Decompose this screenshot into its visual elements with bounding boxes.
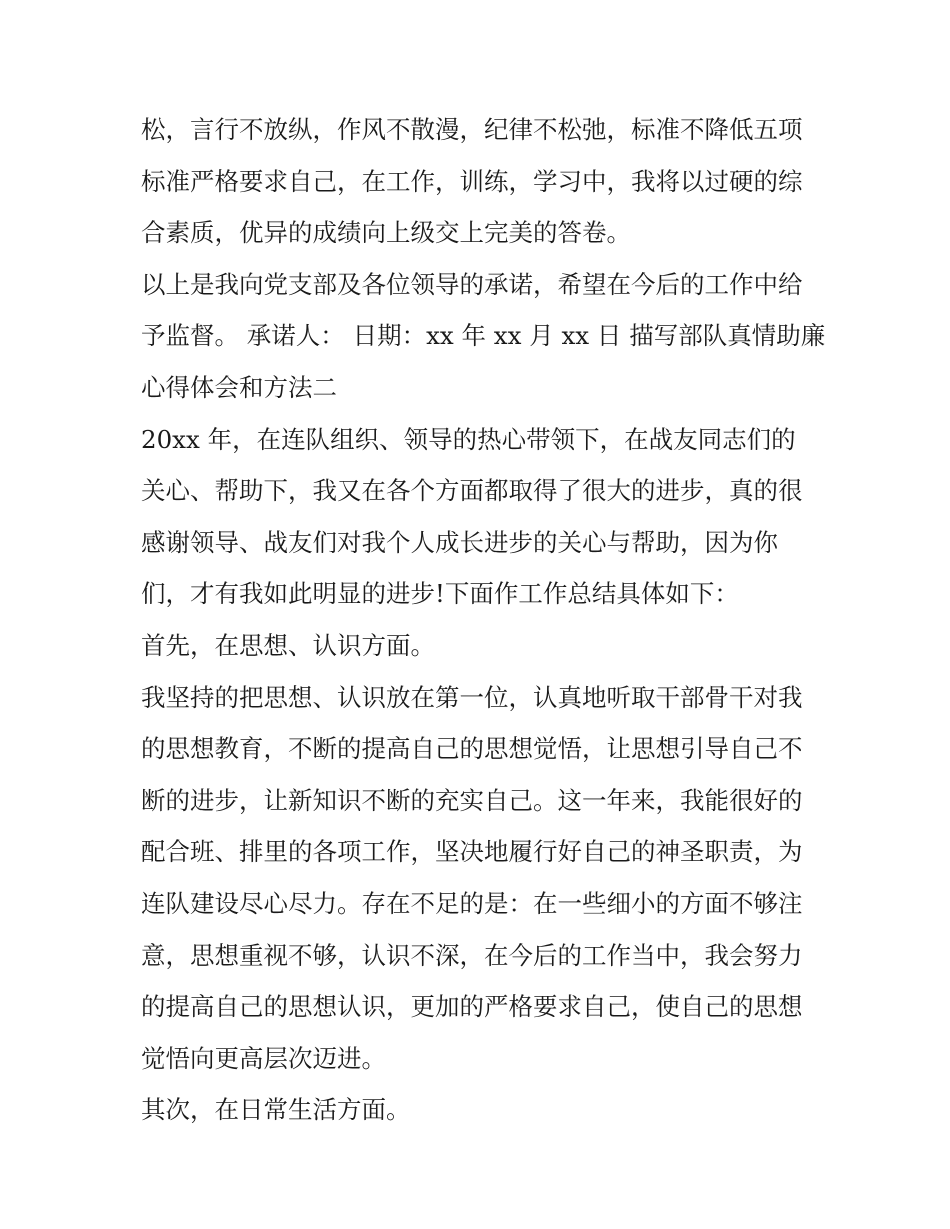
- text-line: 断的进步，让新知识不断的充实自己。这一年来，我能很好的: [141, 785, 803, 815]
- text-line: 意，思想重视不够，认识不深，在今后的工作当中，我会努力: [141, 940, 803, 970]
- text-line: 标准严格要求自己，在工作，训练，学习中，我将以过硬的综: [141, 166, 803, 196]
- document-body: [141, 104, 826, 1136]
- text-line: 的思想教育，不断的提高自己的思想觉悟，让思想引导自己不: [141, 734, 803, 764]
- text-line: 首先，在思想、认识方面。: [141, 630, 435, 660]
- text-line: 连队建设尽心尽力。存在不足的是：在一些细小的方面不够注: [141, 888, 803, 918]
- text-line: 感谢领导、战友们对我个人成长进步的关心与帮助，因为你: [141, 527, 778, 557]
- text-line: 予监督。 承诺人： 日期：xx 年 xx 月 xx 日 描写部队真情助廉: [141, 321, 826, 351]
- text-line: 们，才有我如此明显的进步!下面作工作总结具体如下：: [141, 579, 739, 609]
- text-line: 松，言行不放纵，作风不散漫，纪律不松弛，标准不降低五项: [141, 115, 803, 144]
- text-line: 的提高自己的思想认识，更加的严格要求自己，使自己的思想: [141, 992, 803, 1022]
- text-line: 以上是我向党支部及各位领导的承诺，希望在今后的工作中给: [141, 269, 803, 299]
- text-line: 我坚持的把思想、认识放在第一位，认真地听取干部骨干对我: [141, 682, 803, 712]
- text-line: 20xx 年，在连队组织、领导的热心带领下，在战友同志们的: [141, 424, 796, 454]
- text-line: 心得体会和方法二: [141, 372, 337, 402]
- text-line: 合素质，优异的成绩向上级交上完美的答卷。: [141, 218, 631, 248]
- text-line: 配合班、排里的各项工作，坚决地履行好自己的神圣职责，为: [141, 837, 803, 867]
- text-line: 关心、帮助下，我又在各个方面都取得了很大的进步，真的很: [141, 476, 803, 506]
- text-line: 其次，在日常生活方面。: [141, 1095, 411, 1125]
- text-line: 觉悟向更高层次迈进。: [141, 1043, 386, 1073]
